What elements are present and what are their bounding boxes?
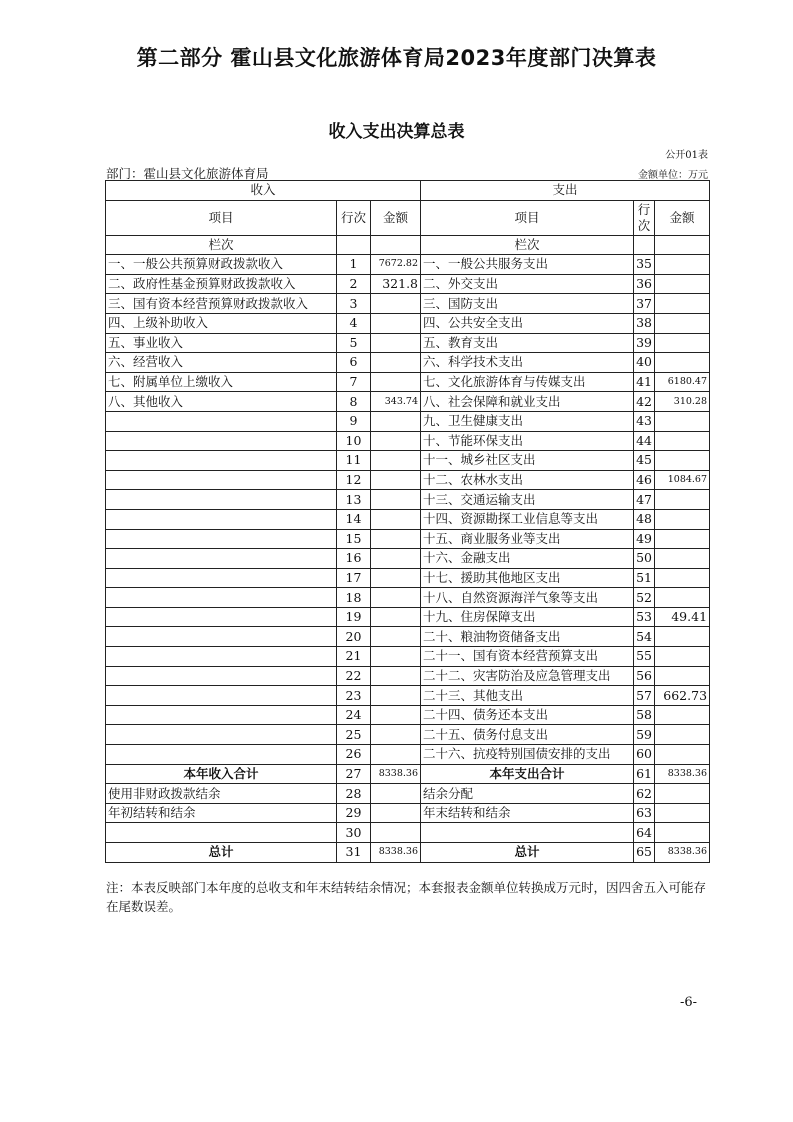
expense-lineno-cell: 63 [634, 803, 655, 823]
income-item-cell [106, 509, 337, 529]
income-amount-cell [371, 647, 421, 667]
income-item-cell [106, 705, 337, 725]
income-item-cell [106, 529, 337, 549]
expense-amount-cell [655, 627, 710, 647]
expense-item-cell: 十六、金融支出 [421, 549, 634, 569]
income-lineno-cell: 11 [337, 451, 371, 471]
income-lineno-cell: 27 [337, 764, 371, 784]
subtotal-row [106, 764, 710, 784]
expense-item-cell: 十四、资源勘探工业信息等支出 [421, 509, 634, 529]
income-item-cell: 年初结转和结余 [106, 803, 337, 823]
expense-amount-cell [655, 725, 710, 745]
income-amount-cell: 7672.82 [371, 255, 421, 275]
income-lineno-cell: 3 [337, 294, 371, 314]
expense-amount-cell: 6180.47 [655, 372, 710, 392]
expense-item-cell: 二十五、债务付息支出 [421, 725, 634, 745]
income-item-cell: 一、一般公共预算财政拨款收入 [106, 255, 337, 275]
expense-item-cell: 二十四、债务还本支出 [421, 705, 634, 725]
income-section-header: 收入 [106, 181, 421, 201]
income-item-cell: 本年收入合计 [106, 764, 337, 784]
income-lineno-cell: 9 [337, 411, 371, 431]
expense-lineno-cell: 47 [634, 490, 655, 510]
income-lineno-cell: 6 [337, 353, 371, 373]
expense-lineno-cell: 52 [634, 588, 655, 608]
income-item-cell [106, 745, 337, 765]
income-amount-cell [371, 294, 421, 314]
income-amount-cell [371, 333, 421, 353]
expense-item-cell [421, 823, 634, 843]
expense-lineno-cell: 62 [634, 784, 655, 804]
column-number-row [106, 235, 710, 255]
expense-item-cell: 十五、商业服务业等支出 [421, 529, 634, 549]
expense-amount-cell [655, 313, 710, 333]
income-item-cell [106, 451, 337, 471]
expense-lineno-cell: 60 [634, 745, 655, 765]
form-number: 公开01表 [665, 150, 708, 161]
amount-unit-label: 金额单位：万元 [638, 170, 708, 181]
expense-item-cell: 六、科学技术支出 [421, 353, 634, 373]
expense-amount-cell [655, 509, 710, 529]
income-item-cell: 八、其他收入 [106, 392, 337, 412]
income-lineno-cell: 28 [337, 784, 371, 804]
expense-lineno-cell: 37 [634, 294, 655, 314]
income-lineno-cell: 31 [337, 843, 371, 863]
page-title: 第二部分 霍山县文化旅游体育局2023年度部门决算表 [136, 46, 657, 70]
income-amount-cell [371, 313, 421, 333]
income-amount-cell [371, 803, 421, 823]
table-row [106, 509, 710, 529]
table-row [106, 274, 710, 294]
expense-item-cell: 年末结转和结余 [421, 803, 634, 823]
income-lineno-cell: 24 [337, 705, 371, 725]
income-item-cell [106, 549, 337, 569]
income-item-cell [106, 647, 337, 667]
expense-lineno-cell: 48 [634, 509, 655, 529]
expense-lineno-cell: 54 [634, 627, 655, 647]
income-item-cell [106, 588, 337, 608]
income-lineno-cell: 10 [337, 431, 371, 451]
expense-item-cell: 十三、交通运输支出 [421, 490, 634, 510]
expense-amount-header: 金额 [655, 200, 710, 235]
table-row [106, 666, 710, 686]
income-item-cell: 总计 [106, 843, 337, 863]
expense-item-cell: 十、节能环保支出 [421, 431, 634, 451]
income-lineno-cell: 12 [337, 470, 371, 490]
table-row [106, 353, 710, 373]
table-row [106, 823, 710, 843]
income-lineno-cell: 22 [337, 666, 371, 686]
expense-amount-cell [655, 745, 710, 765]
expense-lineno-cell: 35 [634, 255, 655, 275]
table-row [106, 745, 710, 765]
expense-amount-cell: 49.41 [655, 607, 710, 627]
expense-item-cell: 三、国防支出 [421, 294, 634, 314]
income-amount-cell [371, 607, 421, 627]
expense-amount-cell [655, 294, 710, 314]
expense-lineno-cell: 65 [634, 843, 655, 863]
expense-amount-cell [655, 411, 710, 431]
expense-item-cell: 二十六、抗疫特别国债安排的支出 [421, 745, 634, 765]
expense-section-header: 支出 [421, 181, 710, 201]
table-note: 注：本表反映部门本年度的总收支和年末结转结余情况；本套报表金额单位转换成万元时，因四舍五入可能存在尾数误差。 [106, 880, 707, 914]
expense-item-cell: 结余分配 [421, 784, 634, 804]
income-expense-table [105, 180, 710, 863]
table-row [106, 372, 710, 392]
income-item-cell [106, 823, 337, 843]
expense-amount-cell [655, 784, 710, 804]
income-amount-cell: 343.74 [371, 392, 421, 412]
table-row [106, 392, 710, 412]
income-amount-cell [371, 666, 421, 686]
income-amount-cell [371, 470, 421, 490]
income-amount-cell: 8338.36 [371, 764, 421, 784]
expense-amount-cell [655, 549, 710, 569]
income-item-cell [106, 627, 337, 647]
table-row [106, 470, 710, 490]
income-amount-cell [371, 627, 421, 647]
expense-amount-cell: 662.73 [655, 686, 710, 706]
income-lineno-cell: 30 [337, 823, 371, 843]
income-lineno-cell: 18 [337, 588, 371, 608]
total-row [106, 843, 710, 863]
table-row [106, 803, 710, 823]
expense-amount-cell: 8338.36 [655, 843, 710, 863]
expense-lineno-cell: 43 [634, 411, 655, 431]
income-item-cell [106, 607, 337, 627]
expense-amount-cell [655, 490, 710, 510]
income-lineno-cell: 17 [337, 568, 371, 588]
table-row [106, 568, 710, 588]
income-item-cell [106, 411, 337, 431]
expense-lineno-cell: 46 [634, 470, 655, 490]
expense-item-cell: 二十一、国有资本经营预算支出 [421, 647, 634, 667]
income-lineno-cell: 26 [337, 745, 371, 765]
income-amount-cell [371, 451, 421, 471]
expense-lineno-cell: 49 [634, 529, 655, 549]
income-amount-cell [371, 490, 421, 510]
table-row [106, 451, 710, 471]
table-row [106, 705, 710, 725]
income-amount-cell [371, 509, 421, 529]
expense-lineno-header: 行 次 [634, 200, 655, 235]
income-item-cell: 使用非财政拨款结余 [106, 784, 337, 804]
expense-amount-cell [655, 529, 710, 549]
table-row [106, 294, 710, 314]
expense-amount-cell: 310.28 [655, 392, 710, 412]
table-row [106, 784, 710, 804]
income-lineno-cell: 8 [337, 392, 371, 412]
income-item-cell [106, 470, 337, 490]
expense-lineno-cell: 51 [634, 568, 655, 588]
department-label: 部门：霍山县文化旅游体育局 [106, 166, 269, 181]
income-amount-cell [371, 431, 421, 451]
page-number: -6- [679, 995, 697, 1010]
income-lineno-cell: 21 [337, 647, 371, 667]
income-lineno-cell: 7 [337, 372, 371, 392]
expense-item-cell: 四、公共安全支出 [421, 313, 634, 333]
income-lineno-cell: 15 [337, 529, 371, 549]
expense-lineno-cell: 58 [634, 705, 655, 725]
expense-amount-cell [655, 705, 710, 725]
income-amount-cell: 8338.36 [371, 843, 421, 863]
expense-item-cell: 八、社会保障和就业支出 [421, 392, 634, 412]
table-title: 收入支出决算总表 [328, 122, 465, 142]
income-amount-cell [371, 686, 421, 706]
expense-item-cell: 二十、粮油物资储备支出 [421, 627, 634, 647]
income-lineno-cell: 5 [337, 333, 371, 353]
table-row [106, 627, 710, 647]
expense-lineno-cell: 45 [634, 451, 655, 471]
expense-item-cell: 一、一般公共服务支出 [421, 255, 634, 275]
income-column-number: 栏次 [106, 235, 337, 255]
expense-lineno-cell: 40 [634, 353, 655, 373]
income-lineno-cell: 2 [337, 274, 371, 294]
income-amount-cell [371, 549, 421, 569]
expense-item-header: 项目 [421, 200, 634, 235]
expense-amount-cell [655, 274, 710, 294]
expense-lineno-cell: 39 [634, 333, 655, 353]
table-row [106, 607, 710, 627]
expense-amount-cell [655, 823, 710, 843]
income-item-cell [106, 568, 337, 588]
income-amount-cell [371, 568, 421, 588]
income-lineno-header: 行次 [337, 200, 371, 235]
expense-item-cell: 二十二、灾害防治及应急管理支出 [421, 666, 634, 686]
expense-item-cell: 九、卫生健康支出 [421, 411, 634, 431]
table-row [106, 431, 710, 451]
expense-lineno-cell: 42 [634, 392, 655, 412]
expense-amount-cell: 8338.36 [655, 764, 710, 784]
income-amount-cell: 321.8 [371, 274, 421, 294]
income-item-cell: 三、国有资本经营预算财政拨款收入 [106, 294, 337, 314]
expense-item-cell: 七、文化旅游体育与传媒支出 [421, 372, 634, 392]
expense-item-cell: 十一、城乡社区支出 [421, 451, 634, 471]
income-item-cell [106, 666, 337, 686]
column-header-row [106, 200, 710, 235]
income-lineno-cell: 14 [337, 509, 371, 529]
table-row [106, 529, 710, 549]
income-lineno-cell: 19 [337, 607, 371, 627]
expense-item-cell: 十八、自然资源海洋气象等支出 [421, 588, 634, 608]
expense-lineno-cell: 50 [634, 549, 655, 569]
income-amount-cell [371, 411, 421, 431]
table-row [106, 549, 710, 569]
expense-amount-cell [655, 353, 710, 373]
expense-item-cell: 本年支出合计 [421, 764, 634, 784]
expense-amount-cell: 1084.67 [655, 470, 710, 490]
expense-amount-cell [655, 255, 710, 275]
income-item-cell: 五、事业收入 [106, 333, 337, 353]
income-item-cell: 七、附属单位上缴收入 [106, 372, 337, 392]
income-item-cell [106, 431, 337, 451]
table-row [106, 686, 710, 706]
expense-amount-cell [655, 568, 710, 588]
expense-item-cell: 十九、住房保障支出 [421, 607, 634, 627]
table-row [106, 255, 710, 275]
income-lineno-cell: 29 [337, 803, 371, 823]
expense-lineno-cell: 64 [634, 823, 655, 843]
expense-lineno-cell: 41 [634, 372, 655, 392]
expense-item-cell: 十七、援助其他地区支出 [421, 568, 634, 588]
expense-item-cell: 二、外交支出 [421, 274, 634, 294]
income-item-cell [106, 686, 337, 706]
expense-item-cell: 十二、农林水支出 [421, 470, 634, 490]
income-amount-cell [371, 372, 421, 392]
expense-lineno-cell: 44 [634, 431, 655, 451]
table-row [106, 411, 710, 431]
expense-amount-cell [655, 333, 710, 353]
expense-amount-cell [655, 431, 710, 451]
table-row [106, 490, 710, 510]
expense-item-cell: 总计 [421, 843, 634, 863]
expense-lineno-cell: 57 [634, 686, 655, 706]
table-row [106, 313, 710, 333]
income-amount-cell [371, 588, 421, 608]
expense-amount-cell [655, 647, 710, 667]
expense-column-number: 栏次 [421, 235, 634, 255]
income-lineno-cell: 20 [337, 627, 371, 647]
table-row [106, 333, 710, 353]
expense-item-cell: 五、教育支出 [421, 333, 634, 353]
income-lineno-cell: 25 [337, 725, 371, 745]
expense-lineno-cell: 59 [634, 725, 655, 745]
table-row [106, 588, 710, 608]
income-amount-cell [371, 353, 421, 373]
income-amount-cell [371, 784, 421, 804]
income-amount-cell [371, 823, 421, 843]
expense-lineno-cell: 36 [634, 274, 655, 294]
table-row [106, 725, 710, 745]
income-lineno-cell: 16 [337, 549, 371, 569]
income-item-header: 项目 [106, 200, 337, 235]
income-item-cell [106, 490, 337, 510]
expense-lineno-cell: 53 [634, 607, 655, 627]
expense-amount-cell [655, 666, 710, 686]
income-lineno-cell: 23 [337, 686, 371, 706]
expense-amount-cell [655, 803, 710, 823]
income-item-cell: 六、经营收入 [106, 353, 337, 373]
expense-lineno-cell: 61 [634, 764, 655, 784]
expense-amount-cell [655, 588, 710, 608]
section-header-row [106, 181, 710, 201]
income-lineno-cell: 1 [337, 255, 371, 275]
expense-lineno-cell: 38 [634, 313, 655, 333]
table-row [106, 647, 710, 667]
income-amount-header: 金额 [371, 200, 421, 235]
expense-lineno-cell: 55 [634, 647, 655, 667]
income-item-cell: 二、政府性基金预算财政拨款收入 [106, 274, 337, 294]
expense-item-cell: 二十三、其他支出 [421, 686, 634, 706]
income-amount-cell [371, 705, 421, 725]
income-amount-cell [371, 529, 421, 549]
expense-lineno-cell: 56 [634, 666, 655, 686]
income-lineno-cell: 4 [337, 313, 371, 333]
income-lineno-cell: 13 [337, 490, 371, 510]
income-amount-cell [371, 725, 421, 745]
income-amount-cell [371, 745, 421, 765]
income-item-cell [106, 725, 337, 745]
expense-amount-cell [655, 451, 710, 471]
income-item-cell: 四、上级补助收入 [106, 313, 337, 333]
